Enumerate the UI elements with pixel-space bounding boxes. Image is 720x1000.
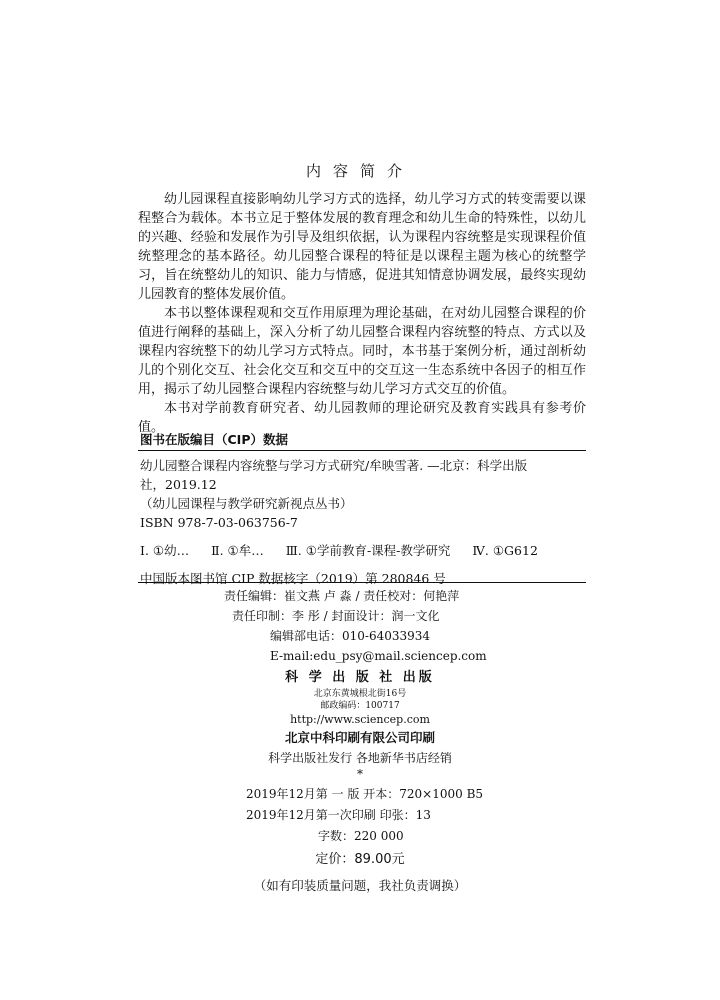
cip-heading: 图书在版编目（CIP）数据 bbox=[140, 432, 288, 447]
summary-paragraph: 本书以整体课程观和交互作用原理为理论基础，在对幼儿园整合课程的价值进行阐释的基础上，深入分析了幼儿园整合课程内容统整的特点、方式以及课程内容统整下的幼儿学习方式特点。同时，本书基于案例分析，通过剖析幼儿的个别化交互、社会化交互和交互中的交互这一生态系统中各因子的相互作用，揭示了幼儿园整合课程内容统整与幼儿学习方式交互的价值。 bbox=[138, 306, 586, 397]
publisher-block bbox=[0, 668, 720, 768]
editorial-phone: 编辑部电话：010-64033934 bbox=[270, 629, 431, 643]
editor-credit: 责任编辑：崔文燕 卢 淼 / 责任校对：何艳萍 bbox=[224, 589, 460, 603]
edition-line: 2019年12月第 一 版 开本：720×1000 B5 bbox=[246, 787, 484, 801]
classification-item: Ⅲ. ①学前教育-课程-教学研究 bbox=[285, 543, 451, 558]
section-title: 内容简介 bbox=[305, 162, 414, 180]
cip-series: （幼儿园课程与教学研究新视点丛书） bbox=[140, 496, 353, 511]
cip-bottom-rule bbox=[138, 582, 586, 583]
cip-title-line: 社，2019.12 bbox=[140, 477, 217, 492]
printer-name: 北京中科印刷有限公司印刷 bbox=[284, 730, 435, 745]
cip-record-number: 中国版本图书馆 CIP 数据核字（2019）第 280846 号 bbox=[140, 571, 446, 586]
classification-item: Ⅰ. ①幼… bbox=[140, 543, 190, 558]
price: 定价：89.00元 bbox=[315, 852, 405, 867]
cip-top-rule bbox=[138, 450, 586, 451]
publisher-name: 科 学 出 版 社 出版 bbox=[285, 670, 435, 685]
publisher-address: 北京东黄城根北街16号 bbox=[313, 689, 407, 699]
cip-data-block bbox=[140, 456, 582, 588]
cip-title-line: 幼儿园整合课程内容统整与学习方式研究/牟映雪著. —北京：科学出版 bbox=[140, 458, 528, 473]
printing-line: 2019年12月第一次印刷 印张：13 bbox=[246, 808, 431, 822]
cip-isbn: ISBN 978-7-03-063756-7 bbox=[140, 515, 298, 530]
print-design-credit: 责任印制：李 彤 / 封面设计：润一文化 bbox=[232, 609, 440, 623]
distribution-line: 科学出版社发行 各地新华书店经销 bbox=[268, 751, 452, 765]
summary-paragraph: 幼儿园课程直接影响幼儿学习方式的选择，幼儿学习方式的转变需要以课程整合为载体。本书立足于整体发展的教育理念和幼儿生命的特殊性，以幼儿的兴趣、经验和发展作为引导及组织依据，认为课程内容统整是实现课程价值统整理念的基本路径。幼儿园整合课程的特征是以课程主题为核心的统整学习，旨在统整幼儿的知识、能力与情感，促进其知情意协调发展，最终实现幼儿园教育的整体发展价值。 bbox=[138, 192, 586, 302]
classification-item: Ⅳ. ①G612 bbox=[472, 543, 538, 558]
classification-item: Ⅱ. ①牟… bbox=[211, 543, 264, 558]
summary-paragraph: 本书对学前教育研究者、幼儿园教师的理论研究及教育实践具有参考价值。 bbox=[138, 401, 586, 435]
publisher-url: http://www.sciencep.com bbox=[290, 713, 430, 726]
quality-notice: （如有印装质量问题，我社负责调换） bbox=[253, 878, 467, 893]
editorial-email: E-mail:edu_psy@mail.sciencep.com bbox=[270, 649, 487, 663]
cip-classification bbox=[140, 541, 582, 560]
publisher-postcode: 邮政编码：100717 bbox=[320, 701, 400, 711]
star-separator: * bbox=[357, 767, 363, 781]
word-count: 字数：220 000 bbox=[318, 829, 404, 843]
content-summary bbox=[138, 190, 586, 437]
